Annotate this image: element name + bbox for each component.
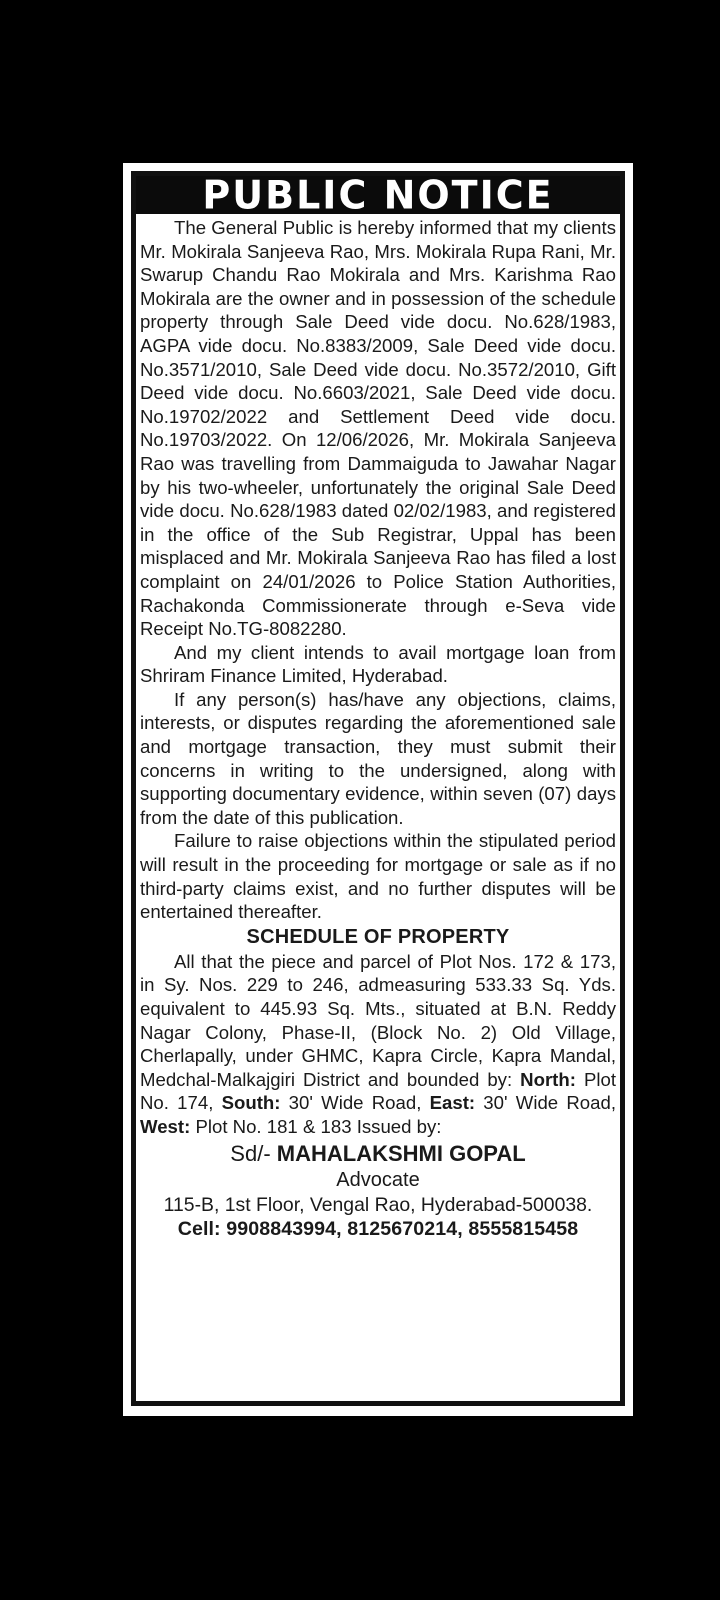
advocate-address: 115-B, 1st Floor, Vengal Rao, Hyderabad-500038.	[163, 1193, 593, 1216]
notice-body	[136, 214, 620, 1241]
boundary-east-label: East:	[429, 1092, 476, 1114]
advocate-contact: Cell: 9908843994, 8125670214, 8555815458	[177, 1217, 579, 1240]
boundary-east-value: 30' Wide Road,	[475, 1092, 616, 1114]
boundary-west-label: West:	[140, 1115, 191, 1137]
boundary-south-label: South:	[221, 1092, 281, 1114]
title-band	[136, 172, 620, 218]
paragraph-mortgage-intent: And my client intends to avail mortgage loan from Shriram Finance Limited, Hyderabad.	[140, 641, 616, 687]
advocate-role: Advocate	[336, 1168, 420, 1191]
advocate-name: MAHALAKSHMI GOPAL	[276, 1140, 526, 1166]
boundary-west-value: Plot No. 181 & 183 Issued by:	[190, 1115, 442, 1137]
signature-line	[140, 1140, 616, 1167]
paragraph-failure: Failure to raise objections within the stipulated period will result in the proceeding for mortgage or sale as if no third-party claims exist, and no further disputes will be entertained thereafter.	[140, 830, 616, 923]
boundary-south-value: 30' Wide Road,	[280, 1092, 430, 1114]
boundary-north-value: Plot No. 174,	[140, 1068, 616, 1114]
boundary-north-label: North:	[520, 1068, 576, 1090]
paragraph-objections: If any person(s) has/have any objections, claims, interests, or disputes regarding the aforementioned sale and mortgage transaction, they must submit their concerns in writing to the undersigned, along with supporting documentary evidence, within seven (07) days from the date of this publication.	[140, 688, 616, 828]
schedule-heading: SCHEDULE OF PROPERTY	[246, 925, 510, 948]
notice-frame	[131, 171, 625, 1406]
signature-prefix: Sd/-	[230, 1140, 277, 1166]
notice-title: PUBLIC NOTICE	[202, 172, 554, 218]
schedule-description-text: All that the piece and parcel of Plot Nos. 172 & 173, in Sy. Nos. 229 to 246, admeasuring 533.33 Sq. Yds. equivalent to 445.93 Sq. Mts., situated at B.N. Reddy Nagar Colony, Phase-II, (Block No. 2) Old Village, Cherlapally, under GHMC, Kapra Circle, Kapra Mandal, Medchal-Malkajgiri District and bounded by:	[140, 950, 616, 1090]
notice-sheet	[123, 163, 633, 1416]
schedule-description	[140, 950, 616, 1139]
paragraph-ownership: The General Public is hereby informed that my clients Mr. Mokirala Sanjeeva Rao, Mrs. Mokirala Rupa Rani, Mr. Swarup Chandu Rao Mokirala and Mrs. Karishma Rao Mokirala are the owner and in possession of the schedule property through Sale Deed vide docu. No.628/1983, AGPA vide docu. No.8383/2009, Sale Deed vide docu. No.3571/2010, Sale Deed vide docu. No.3572/2010, Gift Deed vide docu. No.6603/2021, Sale Deed vide docu. No.19702/2022 and Settlement Deed vide docu. No.19703/2022. On 12/06/2026, Mr. Mokirala Sanjeeva Rao was travelling from Dammaiguda to Jawahar Nagar by his two-wheeler, unfortunately the original Sale Deed vide docu. No.628/1983 dated 02/02/1983, and registered in the office of the Sub Registrar, Uppal has been misplaced and Mr. Mokirala Sanjeeva Rao has filed a lost complaint on 24/01/2026 to Police Station Authorities, Rachakonda Commissionerate through e-Seva vide Receipt No.TG-8082280.	[140, 217, 616, 640]
